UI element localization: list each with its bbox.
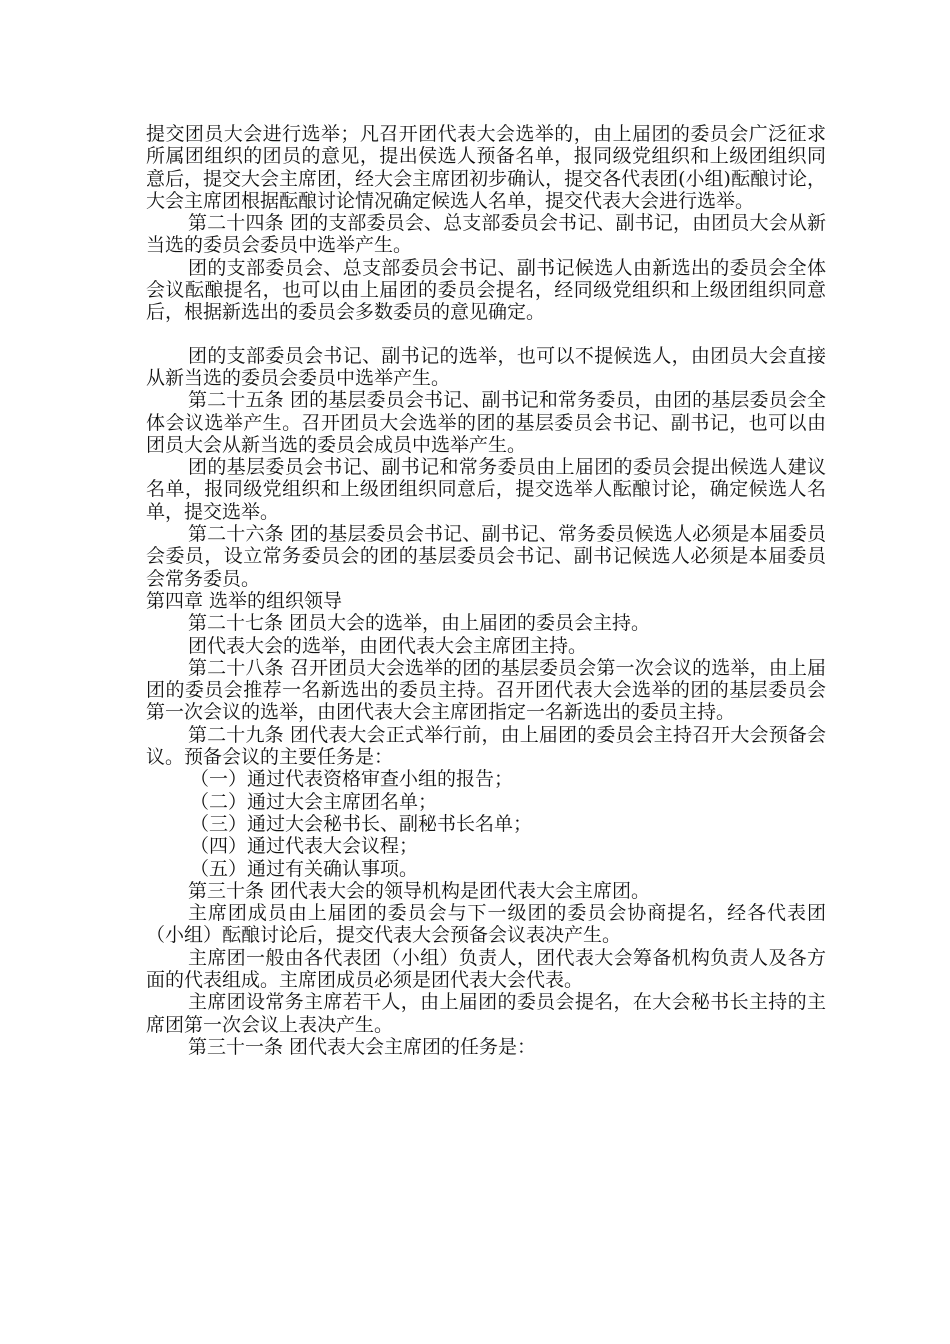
list-item: （二）通过大会主席团名单； bbox=[190, 790, 438, 813]
article-24: 第二十四条 团的支部委员会、总支部委员会书记、副书记，由团员大会从新当选的委员会委员中选举产生。 bbox=[146, 212, 826, 257]
paragraph-20: 主席团一般由各代表团（小组）负责人，团代表大会筹备机构负责人及各方面的代表组成。主席团成员必须是团代表大会代表。 bbox=[146, 946, 826, 991]
article-30: 第三十条 团代表大会的领导机构是团代表大会主席团。 bbox=[188, 879, 651, 902]
article-27: 第二十七条 团员大会的选举，由上届团的委员会主持。 bbox=[188, 612, 651, 635]
list-item: （五）通过有关确认事项。 bbox=[190, 857, 419, 880]
paragraph-4: 团的支部委员会书记、副书记的选举，也可以不提候选人，由团员大会直接从新当选的委员会委员中选举产生。 bbox=[146, 344, 826, 389]
paragraph-6: 团的基层委员会书记、副书记和常务委员由上届团的委员会提出候选人建议名单，报同级党组织和上级团组织同意后，提交选举人酝酿讨论，确定候选人名单，提交选举。 bbox=[146, 456, 826, 523]
list-item: （一）通过代表资格审查小组的报告； bbox=[190, 768, 514, 791]
paragraph-gap bbox=[146, 324, 826, 345]
list-item: （三）通过大会秘书长、副秘书长名单； bbox=[190, 812, 533, 835]
article-25: 第二十五条 团的基层委员会书记、副书记和常务委员，由团的基层委员会全体会议选举产生。召开团员大会选举的团的基层委员会书记、副书记，也可以由团员大会从新当选的委员会成员中选举产生。 bbox=[146, 389, 826, 456]
paragraph-21: 主席团设常务主席若干人，由上届团的委员会提名，在大会秘书长主持的主席团第一次会议上表决产生。 bbox=[146, 991, 826, 1036]
paragraph-10: 团代表大会的选举，由团代表大会主席团主持。 bbox=[188, 634, 588, 657]
article-29: 第二十九条 团代表大会正式举行前，由上届团的委员会主持召开大会预备会议。预备会议的主要任务是： bbox=[146, 723, 826, 769]
article-26: 第二十六条 团的基层委员会书记、副书记、常务委员候选人必须是本届委员会委员，设立常务委员会的团的基层委员会书记、副书记候选人必须是本届委员会常务委员。 bbox=[146, 523, 826, 590]
paragraph-1: 提交团员大会进行选举；凡召开团代表大会选举的，由上届团的委员会广泛征求所属团组织的团员的意见，提出侯选人预备名单，报同级党组织和上级团组织同意后，提交大会主席团，经大会主席团初步确认，提交各代表团(小组)酝酿讨论，大会主席团根据酝酿讨论情况确定候选人名单，提交代表大会进行选举。 bbox=[146, 123, 826, 212]
document-body bbox=[146, 123, 826, 1058]
paragraph-3: 团的支部委员会、总支部委员会书记、副书记候选人由新选出的委员会全体会议酝酿提名，也可以由上届团的委员会提名，经同级党组织和上级团组织同意后，根据新选出的委员会多数委员的意见确定。 bbox=[146, 256, 826, 324]
chapter-heading: 第四章 选举的组织领导 bbox=[146, 589, 343, 612]
list-item: （四）通过代表大会议程； bbox=[190, 835, 419, 858]
article-31: 第三十一条 团代表大会主席团的任务是： bbox=[188, 1035, 537, 1058]
paragraph-19: 主席团成员由上届团的委员会与下一级团的委员会协商提名，经各代表团（小组）酝酿讨论后，提交代表大会预备会议表决产生。 bbox=[146, 902, 826, 947]
article-28: 第二十八条 召开团员大会选举的团的基层委员会第一次会议的选举，由上届团的委员会推荐一名新选出的委员主持。召开团代表大会选举的团的基层委员会第一次会议的选举，由团代表大会主席团指定一名新选出的委员主持。 bbox=[146, 656, 826, 724]
